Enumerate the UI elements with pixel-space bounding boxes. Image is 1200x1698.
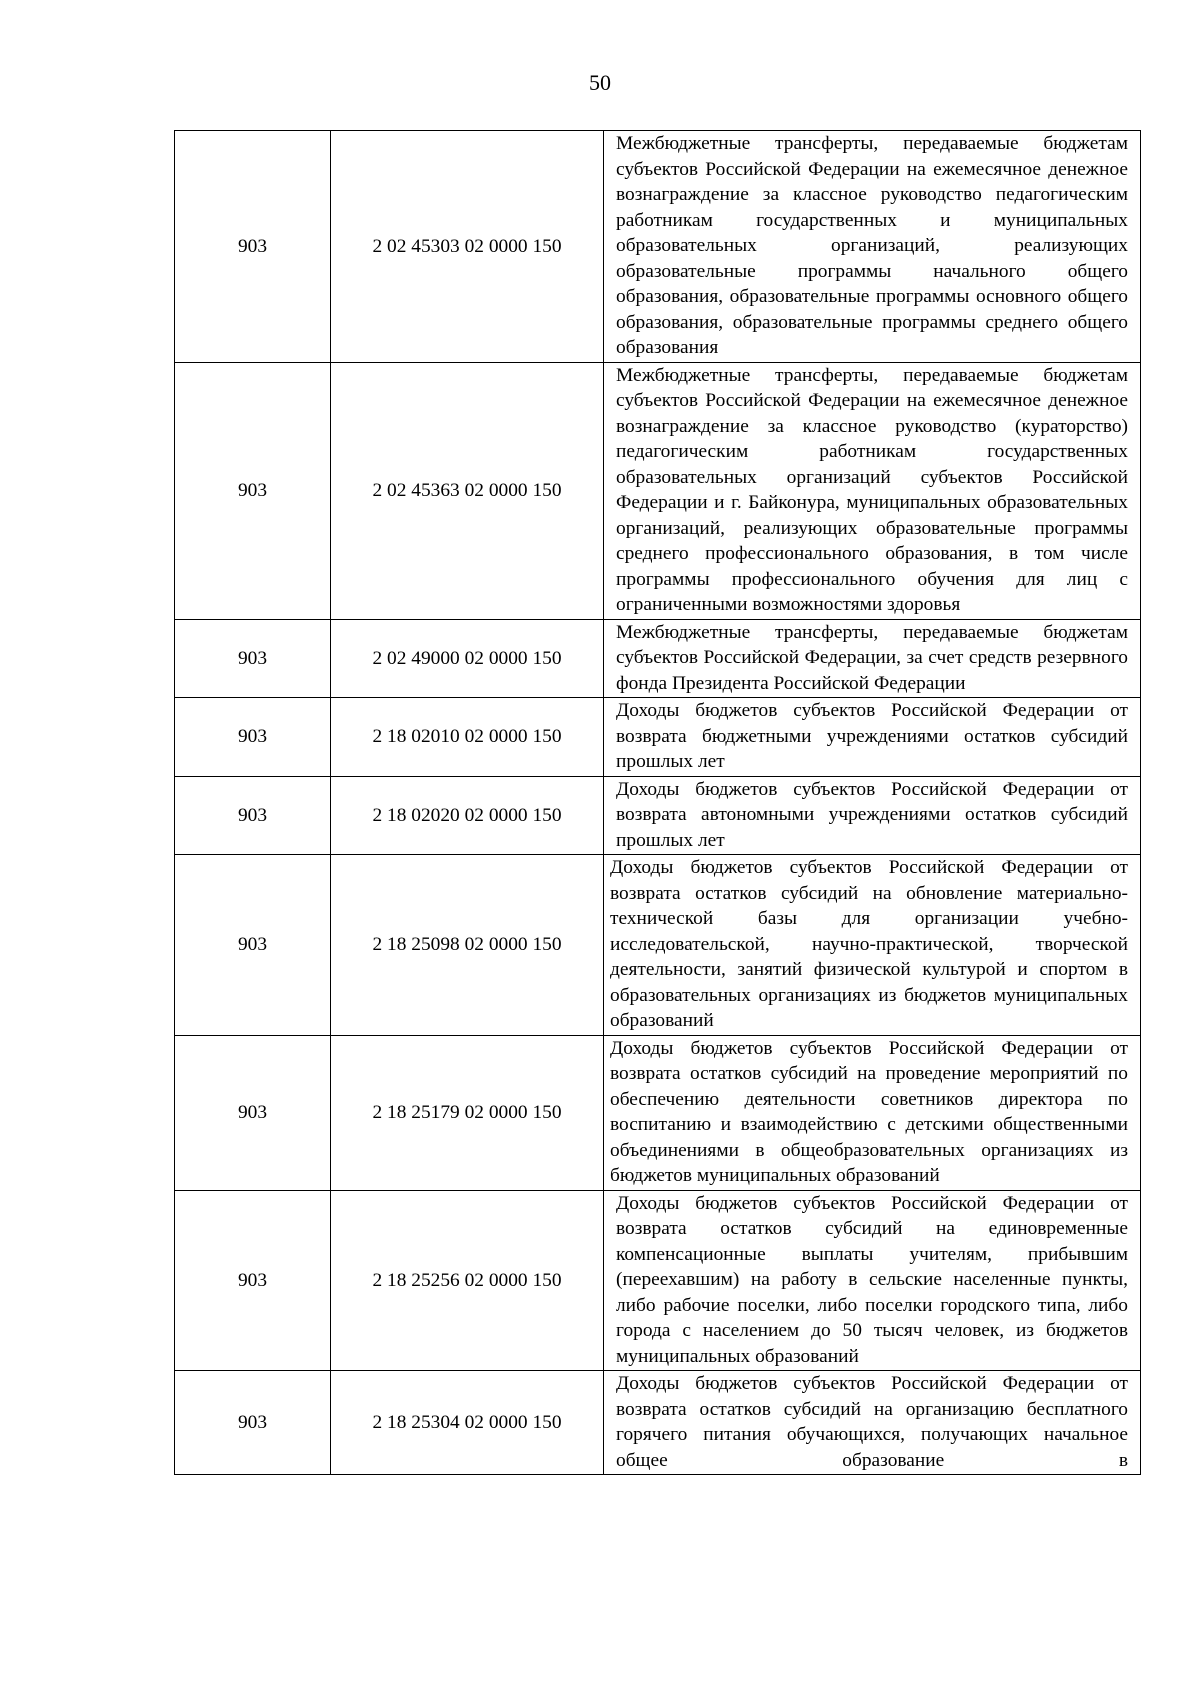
description-cell: Доходы бюджетов субъектов Российской Федерации от возврата остатков субсидий на проведение мероприятий по обеспечению деятельности советников директора по воспитанию и взаимодействию с детскими общественными объединениями в общеобразовательных организациях из бюджетов муниципальных образований (604, 1035, 1141, 1190)
admin-code-cell: 903 (175, 619, 331, 698)
budget-code-cell: 2 18 02020 02 0000 150 (331, 776, 604, 855)
budget-code-cell: 2 18 02010 02 0000 150 (331, 698, 604, 777)
budget-code-cell: 2 18 25256 02 0000 150 (331, 1190, 604, 1371)
admin-code-cell: 903 (175, 1035, 331, 1190)
admin-code-cell: 903 (175, 776, 331, 855)
admin-code-cell: 903 (175, 1190, 331, 1371)
table-row (175, 1190, 1141, 1371)
page-number: 50 (589, 70, 611, 95)
table-row (175, 698, 1141, 777)
description-cell: Доходы бюджетов субъектов Российской Федерации от возврата автономными учреждениями остатков субсидий прошлых лет (604, 776, 1141, 855)
description-cell: Межбюджетные трансферты, передаваемые бюджетам субъектов Российской Федерации на ежемесячное денежное вознаграждение за классное руководство (кураторство) педагогическим работникам государственных образовательных организаций субъектов Российской Федерации и г. Байконура, муниципальных образовательных организаций, реализующих образовательные программы среднего профессионального образования, в том числе программы профессионального обучения для лиц с ограниченными возможностями здоровья (604, 362, 1141, 619)
budget-code-cell: 2 18 25179 02 0000 150 (331, 1035, 604, 1190)
admin-code-cell: 903 (175, 698, 331, 777)
description-cell: Доходы бюджетов субъектов Российской Федерации от возврата бюджетными учреждениями остатков субсидий прошлых лет (604, 698, 1141, 777)
budget-code-cell: 2 02 45363 02 0000 150 (331, 362, 604, 619)
admin-code-cell: 903 (175, 362, 331, 619)
table-row (175, 362, 1141, 619)
admin-code-cell: 903 (175, 131, 331, 363)
table-row (175, 619, 1141, 698)
admin-code-cell: 903 (175, 855, 331, 1036)
description-cell: Доходы бюджетов субъектов Российской Федерации от возврата остатков субсидий на единовременные компенсационные выплаты учителям, прибывшим (переехавшим) на работу в сельские населенные пункты, либо рабочие поселки, либо поселки городского типа, либо города с населением до 50 тысяч человек, из бюджетов муниципальных образований (604, 1190, 1141, 1371)
budget-code-cell: 2 18 25098 02 0000 150 (331, 855, 604, 1036)
budget-classification-table (174, 130, 1141, 1475)
description-cell: Доходы бюджетов субъектов Российской Федерации от возврата остатков субсидий на обновление материально-технической базы для организации учебно-исследовательской, научно-практической, творческой деятельности, занятий физической культурой и спортом в образовательных организациях из бюджетов муниципальных образований (604, 855, 1141, 1036)
admin-code-cell: 903 (175, 1371, 331, 1475)
budget-code-cell: 2 02 45303 02 0000 150 (331, 131, 604, 363)
table-row (175, 1371, 1141, 1475)
description-cell: Межбюджетные трансферты, передаваемые бюджетам субъектов Российской Федерации, за счет средств резервного фонда Президента Российской Федерации (604, 619, 1141, 698)
budget-code-cell: 2 18 25304 02 0000 150 (331, 1371, 604, 1475)
budget-code-cell: 2 02 49000 02 0000 150 (331, 619, 604, 698)
table-row (175, 1035, 1141, 1190)
description-cell: Доходы бюджетов субъектов Российской Федерации от возврата остатков субсидий на организацию бесплатного горячего питания обучающихся, получающих начальное общее образование в (604, 1371, 1141, 1475)
table-row (175, 855, 1141, 1036)
table-row (175, 776, 1141, 855)
description-cell: Межбюджетные трансферты, передаваемые бюджетам субъектов Российской Федерации на ежемесячное денежное вознаграждение за классное руководство педагогическим работникам государственных и муниципальных образовательных организаций, реализующих образовательные программы начального общего образования, образовательные программы основного общего образования, образовательные программы среднего общего образования (604, 131, 1141, 363)
table-row (175, 131, 1141, 363)
